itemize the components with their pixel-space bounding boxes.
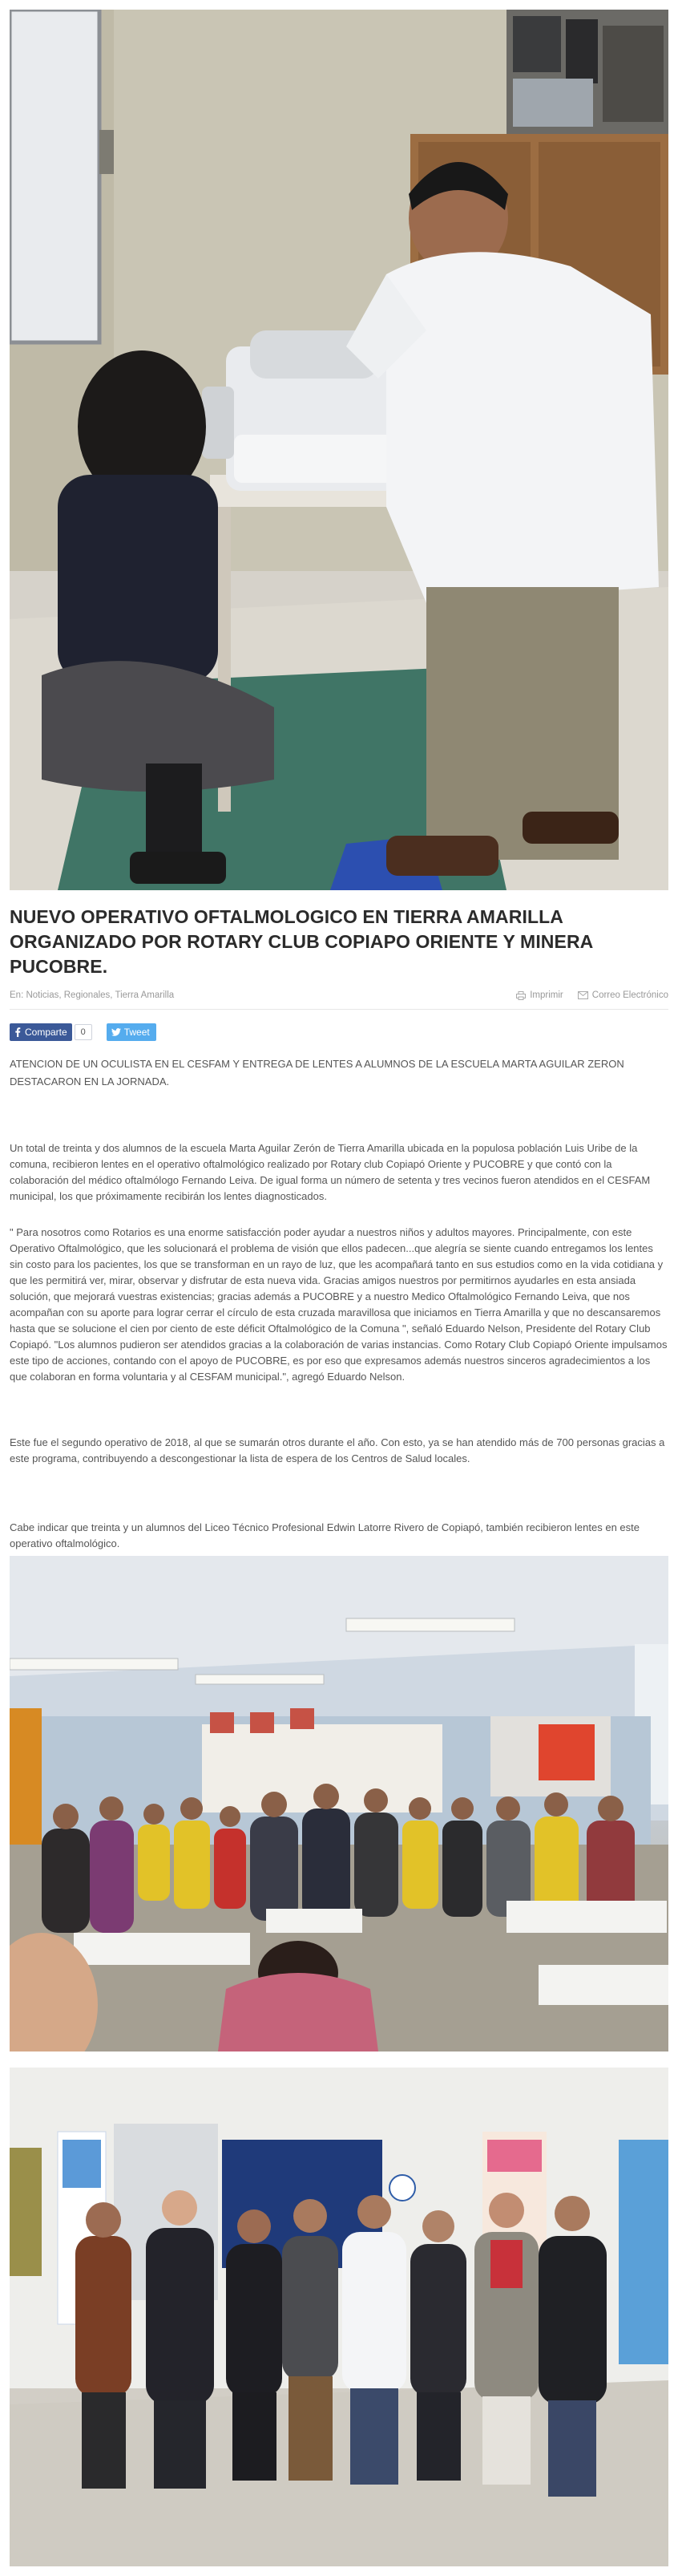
article-paragraph: Un total de treinta y dos alumnos de la escuela Marta Aguilar Zerón de Tierra Amarilla ubicada en la populosa población Luis Uribe de la comuna, recibieron lentes en el operativo oftalmológico realizado por Rotary club Copiapó Oriente y PUCOBRE y que contó con la colaboración del médico oftalmólogo Fernando Leiva. De igual forma un número de setenta y tres vecinos fueron atendidos en el CESFAM municipal, los que próximamente recibirán los lentes diagnosticados. [10, 1142, 651, 1202]
facebook-share-button[interactable] [10, 1023, 72, 1041]
article-lead: ATENCION DE UN OCULISTA EN EL CESFAM Y ENTREGA DE LENTES A ALUMNOS DE LA ESCUELA MARTA AGUILAR ZERON DESTACARON EN LA JORNADA. [10, 1058, 624, 1088]
article-paragraph: " Para nosotros como Rotarios es una enorme satisfacción poder ayudar a nuestros niños y adultos mayores. Principalmente, con este Operativo Oftalmológico, que les solucionará el problema de visión que ellos padecen...que alegría se siente cuando entregamos los lentes sin costo para los pacientes, los que se transforman en un rayo de luz, que les acompañará tanto en sus estudios como en la vida cotidiana y que les permitirá ver, mirar, observar y disfrutar de esta nueva vida. Gracias amigos nuestros por permitirnos ayudarles en esta ansiada solución, que mejorará vuestras existencias; gracias además a PUCOBRE y a nuestro Medico Oftalmológico Fernando Leiva, que nos acompañan con su aporte para lograr cerrar el círculo de esta cruzada maravillosa que iniciamos en Tierra Amarilla y que no descansaremos hasta que se solucione el cien por ciento de este déficit Oftalmológico de la Comuna ", señaló Eduardo Nelson, Presidente del Rotary Club Copiapó. "Los alumnos pudieron ser atendidos gracias a la colaboración de varias instancias. Como Rotary Club Copiapó Oriente impulsamos este tipo de acciones, contando con el apoyo de PUCOBRE, es por eso que expresamos además nuestros sinceros agradecimientos a los que colaboran en forma voluntaria y al CESFAM municipal.", agregó Eduardo Nelson. [10, 1226, 668, 1383]
email-label: Correo Electrónico [591, 990, 668, 1000]
article-title: NUEVO OPERATIVO OFTALMOLOGICO EN TIERRA AMARILLA ORGANIZADO POR ROTARY CLUB COPIAPO ORIENTE Y MINERA PUCOBRE. [10, 906, 593, 977]
article-categories[interactable]: En: Noticias, Regionales, Tierra Amarilla [10, 990, 175, 1000]
facebook-share-label: Comparte [25, 1027, 67, 1038]
article-paragraph: Este fue el segundo operativo de 2018, al que se sumarán otros durante el año. Con esto, ya se han atendido más de 700 personas gracias a este programa, contribuyendo a descongestionar la lista de espera de los Centros de Salud locales. [10, 1436, 665, 1464]
classroom-group-illustration [10, 1556, 668, 2051]
article-photo-classroom-group [10, 1556, 668, 2051]
printer-icon [516, 991, 526, 1000]
facebook-share-count: 0 [75, 1024, 92, 1040]
facebook-icon [14, 1027, 22, 1037]
adults-group-illustration [10, 2068, 668, 2566]
twitter-icon [111, 1028, 121, 1036]
envelope-icon [578, 991, 588, 999]
article-photo-eye-exam [10, 10, 668, 890]
article-tools [516, 990, 668, 1000]
email-link[interactable] [578, 990, 668, 1000]
print-label: Imprimir [530, 990, 563, 1000]
article-paragraph: Cabe indicar que treinta y un alumnos del Liceo Técnico Profesional Edwin Latorre Rivero de Copiapó, también recibieron lentes en este operativo oftalmológico. [10, 1521, 640, 1549]
facebook-share-group [10, 1023, 92, 1041]
twitter-share-button[interactable] [107, 1023, 156, 1041]
share-bar [10, 1023, 156, 1042]
meta-divider [10, 1009, 668, 1010]
twitter-share-label: Tweet [123, 1027, 150, 1038]
eye-exam-illustration [10, 10, 668, 890]
article-meta [10, 989, 668, 1005]
article-photo-adults-group [10, 2068, 668, 2566]
print-link[interactable] [516, 990, 563, 1000]
